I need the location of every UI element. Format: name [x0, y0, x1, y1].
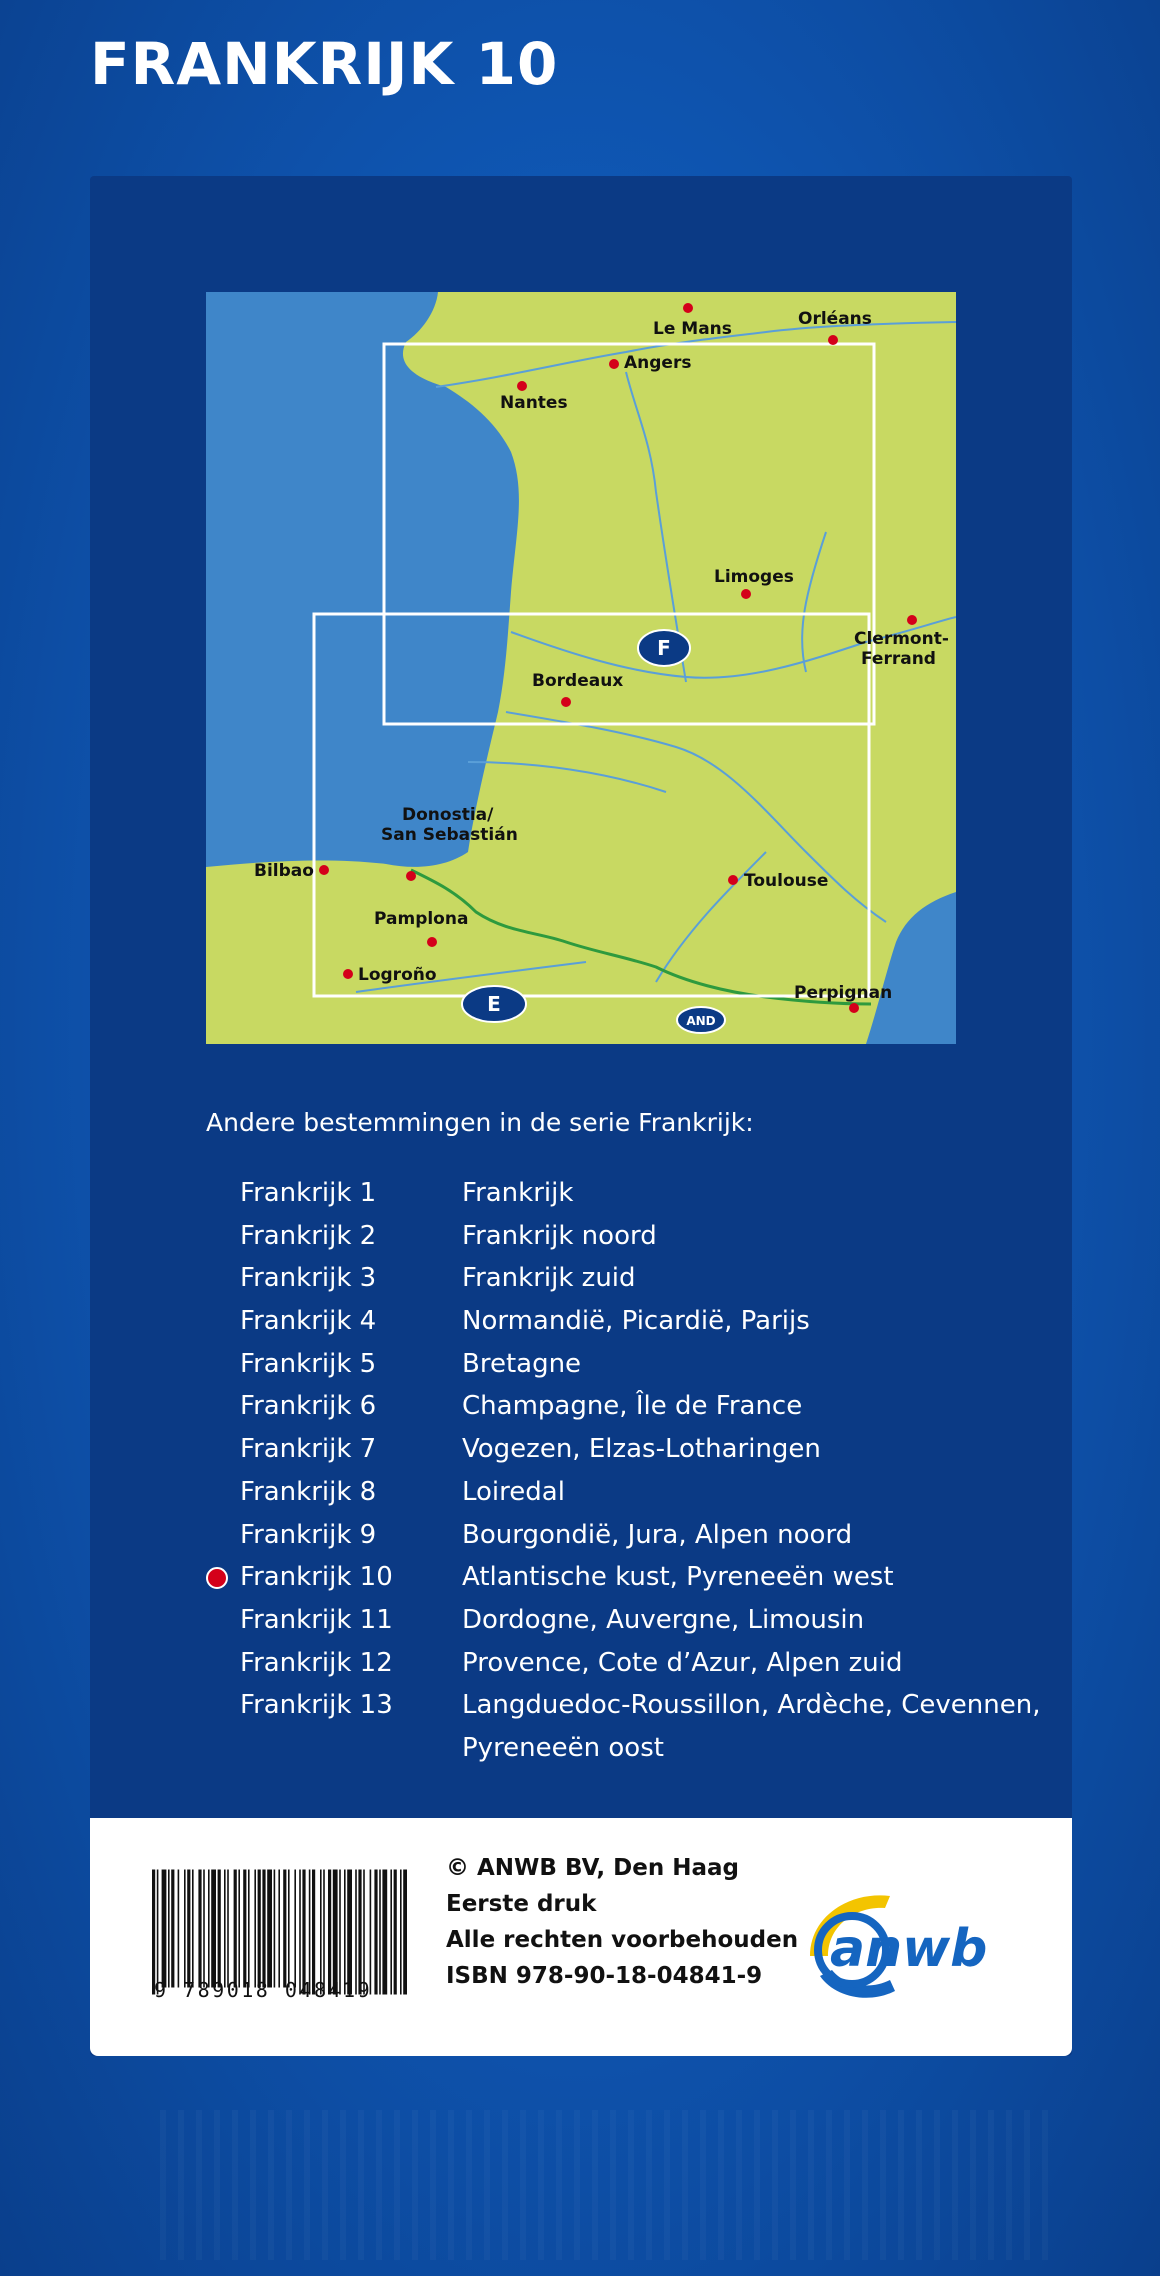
barcode-bar — [187, 1870, 190, 1988]
barcode-bar — [320, 1870, 322, 1995]
city-label: Toulouse — [744, 871, 829, 891]
barcode-bar — [299, 1870, 301, 1995]
city-toulouse — [728, 871, 828, 891]
series-description: Frankrijk — [462, 1178, 574, 1208]
city-label: Donostia/ San Sebastián — [381, 805, 518, 845]
barcode-bar — [394, 1870, 397, 1995]
barcode-bar — [238, 1870, 240, 1988]
series-number: Frankrijk 4 — [240, 1306, 377, 1337]
barcode-bar — [403, 1870, 407, 1995]
list-item — [206, 1257, 1046, 1300]
list-item — [206, 1343, 1046, 1386]
barcode-bar — [344, 1870, 346, 1995]
series-description: Bretagne — [462, 1348, 582, 1379]
barcode-bar — [152, 1870, 155, 1995]
barcode-bar — [234, 1870, 237, 1988]
barcode-bar — [218, 1870, 221, 1988]
city-label: Bordeaux — [532, 671, 624, 691]
barcode-bar — [184, 1870, 186, 1988]
city-label: Logroño — [358, 965, 437, 985]
series-number: Frankrijk 10 — [240, 1562, 393, 1593]
city-label: Orléans — [798, 309, 872, 329]
city-label: Pamplona — [374, 909, 469, 929]
series-number: Frankrijk 6 — [240, 1391, 377, 1422]
svg-text:AND: AND — [686, 1014, 716, 1028]
barcode-bar — [262, 1870, 265, 1988]
barcode-bar — [379, 1870, 381, 1995]
barcode-bar — [254, 1870, 256, 1988]
barcode-bar — [347, 1870, 352, 1995]
decorative-stripes — [160, 2110, 1060, 2260]
barcode-bar — [370, 1870, 372, 1995]
list-item — [206, 1385, 1046, 1428]
barcode-bar — [302, 1870, 305, 1995]
page-title: FRANKRIJK 10 — [90, 30, 559, 98]
barcode-bar — [400, 1870, 402, 1995]
anwb-logo — [790, 1886, 1020, 2006]
barcode-bar — [162, 1870, 167, 1988]
badge-e — [462, 986, 526, 1022]
barcode-bar — [309, 1870, 311, 1995]
barcode-bar — [328, 1870, 331, 1995]
city-label: Clermont-Ferrand — [854, 629, 949, 669]
series-description: Champagne, Île de France — [462, 1391, 803, 1422]
barcode-bar — [224, 1870, 226, 1988]
list-item — [206, 1514, 1046, 1557]
city-label: Angers — [624, 353, 692, 373]
barcode-bar — [333, 1870, 338, 1995]
map-svg — [206, 292, 956, 1044]
series-description: Frankrijk zuid — [462, 1263, 636, 1294]
city-label: Limoges — [714, 567, 794, 587]
series-number: Frankrijk 1 — [240, 1178, 377, 1208]
barcode-bar — [211, 1870, 216, 1988]
imprint-footer — [90, 1818, 1072, 2056]
list-item — [206, 1300, 1046, 1343]
barcode-bar — [258, 1870, 261, 1988]
imprint-text — [446, 1850, 798, 1994]
series-number: Frankrijk 8 — [240, 1476, 377, 1507]
barcode-bar — [355, 1870, 357, 1995]
svg-text:E: E — [487, 992, 501, 1016]
barcode-bar — [192, 1870, 194, 1988]
barcode-bar — [374, 1870, 377, 1995]
barcode-bar — [278, 1870, 280, 1988]
series-list — [206, 1172, 1046, 1770]
series-description: Vogezen, Elzas-Lotharingen — [462, 1434, 821, 1465]
barcode-bar — [382, 1870, 387, 1995]
barcode-bar — [294, 1870, 296, 1988]
edition-line: Eerste druk — [446, 1891, 597, 1917]
barcode-bar — [288, 1870, 290, 1988]
barcode-bar — [358, 1870, 361, 1995]
barcode-bar — [243, 1870, 246, 1988]
barcode-bar — [178, 1870, 180, 1988]
logo-text: anwb — [830, 1919, 988, 1979]
series-number: Frankrijk 11 — [240, 1604, 393, 1635]
city-logrono — [343, 965, 437, 985]
rights-line: Alle rechten voorbehouden — [446, 1927, 799, 1953]
list-item — [206, 1428, 1046, 1471]
city-label: Nantes — [500, 393, 568, 413]
badge-f — [638, 630, 690, 666]
svg-text:F: F — [657, 636, 671, 660]
barcode-bar — [274, 1870, 276, 1988]
list-item — [206, 1599, 1046, 1642]
series-number: Frankrijk 2 — [240, 1220, 377, 1251]
barcode-bar — [248, 1870, 250, 1988]
series-description: Provence, Cote d’Azur, Alpen zuid — [462, 1647, 903, 1678]
series-description: Loiredal — [462, 1476, 565, 1507]
series-number: Frankrijk 13 — [240, 1690, 393, 1721]
city-label: Bilbao — [254, 861, 314, 881]
city-label: Le Mans — [653, 319, 732, 339]
list-item — [206, 1215, 1046, 1258]
series-description: Bourgondië, Jura, Alpen noord — [462, 1519, 853, 1550]
barcode-bar — [171, 1870, 174, 1988]
barcode-bar — [283, 1870, 286, 1988]
series-description: Dordogne, Auvergne, Limousin — [462, 1604, 865, 1635]
series-number: Frankrijk 3 — [240, 1263, 377, 1294]
series-description: Normandië, Picardië, Parijs — [462, 1306, 810, 1337]
barcode-bar — [157, 1870, 159, 1995]
copyright-line: © ANWB BV, Den Haag — [446, 1855, 739, 1881]
list-item — [206, 1172, 1046, 1215]
isbn-line: ISBN 978-90-18-04841-9 — [446, 1963, 763, 1989]
barcode-bar — [227, 1870, 229, 1988]
series-number: Frankrijk 7 — [240, 1434, 377, 1465]
badge-andorra — [677, 1007, 725, 1033]
barcode-bar — [339, 1870, 341, 1995]
barcode-bar — [168, 1870, 170, 1988]
series-heading: Andere bestemmingen in de serie Frankrijk: — [206, 1108, 754, 1137]
current-edition-dot-icon — [206, 1567, 228, 1589]
series-number: Frankrijk 12 — [240, 1647, 393, 1678]
barcode-bar — [363, 1870, 365, 1995]
list-item — [206, 1642, 1046, 1685]
barcode-bar — [312, 1870, 315, 1995]
overview-map — [206, 292, 956, 1044]
series-description: Frankrijk noord — [462, 1220, 657, 1251]
list-item — [206, 1471, 1046, 1514]
series-number: Frankrijk 9 — [240, 1519, 377, 1550]
barcode-digits: 9 789018 048419 — [154, 1978, 373, 2002]
barcode-bar — [203, 1870, 205, 1988]
list-item-current — [206, 1556, 1046, 1599]
list-item — [206, 1684, 1046, 1769]
barcode-bar — [323, 1870, 325, 1995]
series-number: Frankrijk 5 — [240, 1348, 377, 1379]
barcode-bar — [208, 1870, 210, 1988]
series-description: Atlantische kust, Pyreneeën west — [462, 1562, 894, 1593]
barcode-bar — [267, 1870, 272, 1988]
city-label: Perpignan — [794, 983, 893, 1003]
series-description: Langduedoc-Roussillon, Ardèche, Cevennen, Pyreneeën oost — [462, 1690, 1041, 1763]
barcode-bar — [198, 1870, 201, 1988]
barcode-bar — [390, 1870, 392, 1995]
